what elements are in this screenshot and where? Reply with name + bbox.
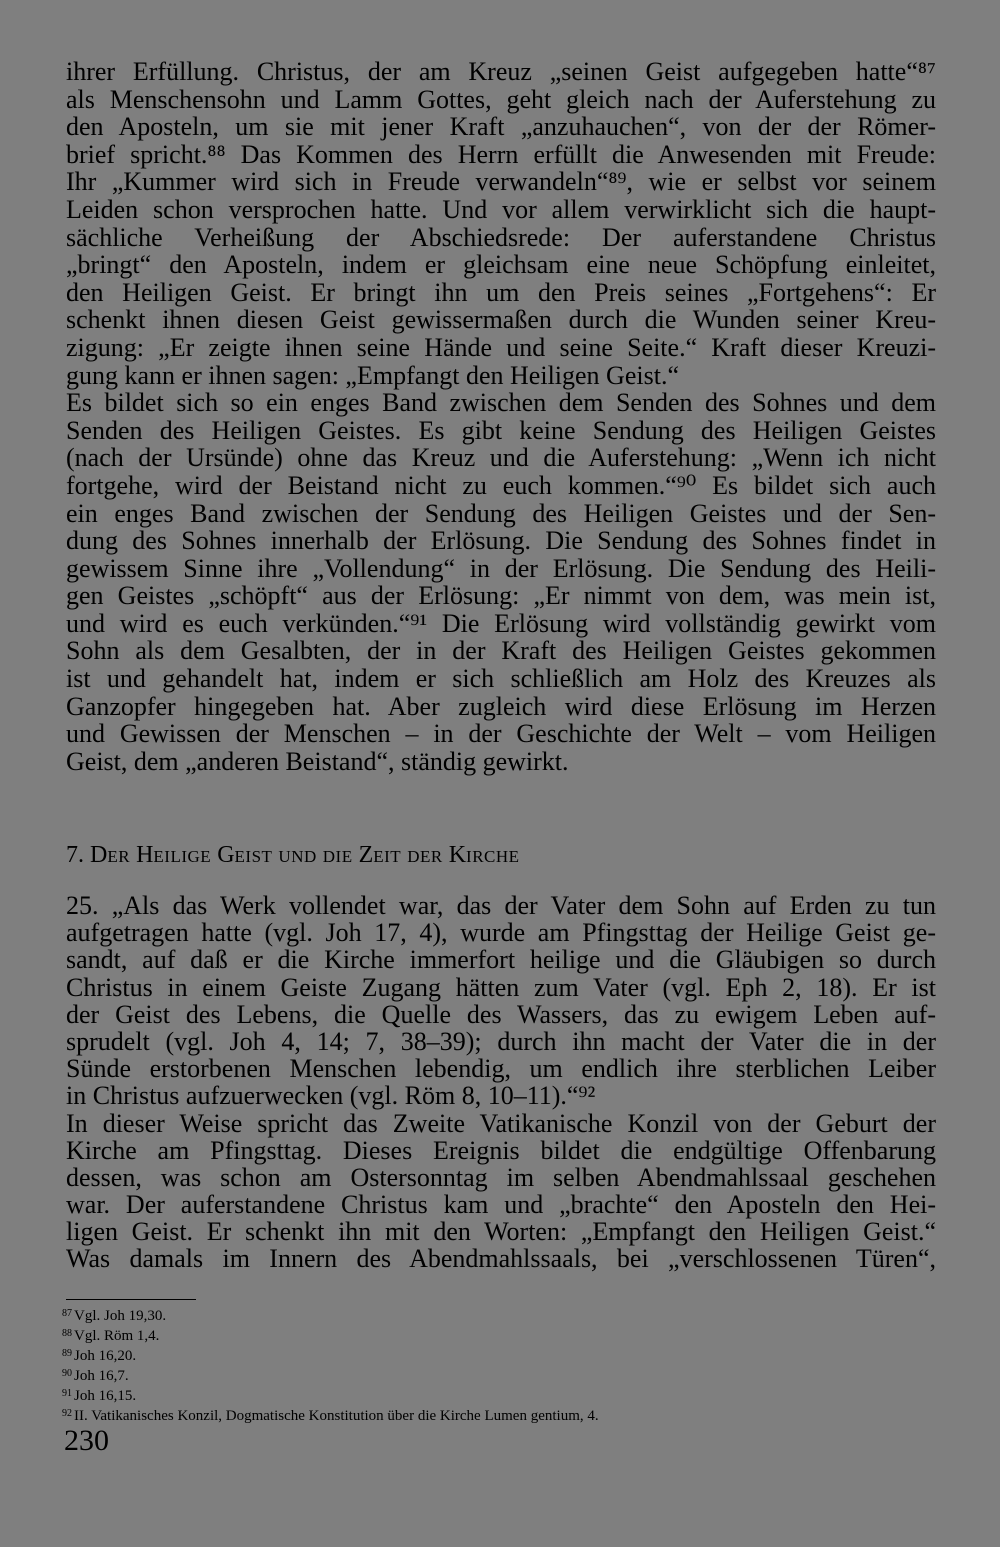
- footnote: [62, 1365, 942, 1385]
- page-number: 230: [64, 1424, 109, 1457]
- section-heading: [66, 840, 936, 872]
- footnote: [62, 1305, 942, 1325]
- text-line: „bringt“ den Aposteln, indem er gleichsam eine neue Schöpfung einleitet,: [66, 250, 936, 280]
- heading-word: KIRCHE: [448, 842, 520, 868]
- heading-word: DER: [407, 847, 443, 866]
- footnote-text: Vgl. Joh 19,30.: [74, 1308, 167, 1324]
- footnote-mark: 88: [62, 1328, 72, 1339]
- text-line: Sünde erstorbenen Menschen lebendig, um endlich ihre sterblichen Leiber: [66, 1054, 936, 1084]
- text-line: den Aposteln, um sie mit jener Kraft „anzuhauchen“, von der der Römer-: [66, 112, 936, 142]
- footnote-text: II. Vatikanisches Konzil, Dogmatische Konstitution über die Kirche Lumen gentium, 4.: [74, 1408, 599, 1424]
- text-line: ligen Geist. Er schenkt ihn mit den Worten: „Empfangt den Heiligen Geist.“: [66, 1217, 936, 1247]
- footnote-mark: 92: [62, 1408, 72, 1419]
- text-line: war. Der auferstandene Christus kam und „brachte“ den Aposteln den Hei-: [66, 1190, 936, 1220]
- footnote-text: Joh 16,20.: [74, 1348, 137, 1364]
- text-line: dung des Sohnes innerhalb der Erlösung. Die Sendung des Sohnes findet in: [66, 526, 936, 556]
- section-number: 7.: [66, 842, 84, 868]
- text-line: sächliche Verheißung der Abschiedsrede: Der auferstandene Christus: [66, 222, 936, 252]
- text-line: schenkt ihnen diesen Geist gewissermaßen durch die Wunden seiner Kreu-: [66, 305, 936, 335]
- heading-word: DER: [90, 842, 131, 868]
- text-line: sprudelt (vgl. Joh 4, 14; 7, 38–39); durch ihn macht der Vater die in der: [66, 1026, 936, 1056]
- footnote-text: Joh 16,7.: [74, 1368, 129, 1384]
- text-line: Sohn als dem Gesalbten, der in der Kraft des Heiligen Geistes gekommen: [66, 636, 936, 666]
- main-text-lower: [66, 892, 936, 1273]
- heading-word: UND: [278, 847, 317, 866]
- text-line: In dieser Weise spricht das Zweite Vatikanische Konzil von der Geburt der: [66, 1108, 936, 1138]
- paragraph-2: [66, 389, 936, 775]
- footnote: [62, 1405, 942, 1425]
- text-line: Ganzopfer hingegeben hat. Aber zugleich wird diese Erlösung im Herzen: [66, 691, 936, 721]
- footnote-divider: [66, 1299, 196, 1300]
- footnote: [62, 1325, 942, 1345]
- text-line: gen Geistes „schöpft“ aus der Erlösung: „Er nimmt von dem, was mein ist,: [66, 581, 936, 611]
- footnote: [62, 1345, 942, 1365]
- main-text-upper: [66, 58, 936, 775]
- text-line: als Menschensohn und Lamm Gottes, geht gleich nach der Auferstehung zu: [66, 84, 936, 114]
- text-line: zigung: „Er zeigte ihnen seine Hände und seine Seite.“ Kraft dieser Kreuzi-: [66, 332, 936, 362]
- paragraph-3: [66, 892, 936, 1110]
- text-line: fortgehe, wird der Beistand nicht zu euch kommen.“⁹⁰ Es bildet sich auch: [66, 470, 936, 500]
- text-line: sandt, auf daß er die Kirche immerfort heilige und die Gläubigen so durch: [66, 945, 936, 975]
- text-line: Was damals im Innern des Abendmahlssaals, bei „verschlossenen Türen“,: [66, 1244, 936, 1274]
- heading-word: GEIST: [217, 842, 273, 868]
- text-line: und Gewissen der Menschen – in der Geschichte der Welt – vom Heiligen: [66, 719, 936, 749]
- heading-word: HEILIGE: [136, 842, 212, 868]
- text-line: aufgetragen hatte (vgl. Joh 17, 4), wurde am Pfingsttag der Heilige Geist ge-: [66, 918, 936, 948]
- text-line: der Geist des Lebens, die Quelle des Wassers, das zu ewigem Leben auf-: [66, 999, 936, 1029]
- text-line: gung kann er ihnen sagen: „Empfangt den Heiligen Geist.“: [66, 360, 679, 390]
- footnote-mark: 90: [62, 1368, 72, 1379]
- text-line: dessen, was schon am Ostersonntag im selben Abendmahlssaal geschehen: [66, 1162, 936, 1192]
- text-line: Es bildet sich so ein enges Band zwischen dem Senden des Sohnes und dem: [66, 388, 936, 418]
- footnotes: [62, 1305, 942, 1425]
- heading-word: ZEIT: [358, 842, 402, 868]
- text-line: 25. „Als das Werk vollendet war, das der Vater dem Sohn auf Erden zu tun: [66, 891, 936, 920]
- paragraph-1: [66, 58, 936, 389]
- text-line: in Christus aufzuerwecken (vgl. Röm 8, 10–11).“⁹²: [66, 1081, 596, 1111]
- text-line: Geist, dem „anderen Beistand“, ständig gewirkt.: [66, 746, 569, 776]
- text-line: ihrer Erfüllung. Christus, der am Kreuz „seinen Geist aufgegeben hatte“⁸⁷: [66, 57, 936, 86]
- footnote-text: Joh 16,15.: [74, 1388, 137, 1404]
- text-line: Kirche am Pfingsttag. Dieses Ereignis bildet die endgültige Offenbarung: [66, 1135, 936, 1165]
- text-line: gewissem Sinne ihre „Vollendung“ in der Erlösung. Die Sendung des Heili-: [66, 553, 936, 583]
- footnote-text: Vgl. Röm 1,4.: [74, 1328, 160, 1344]
- heading-word: DIE: [322, 847, 353, 866]
- text-line: ein enges Band zwischen der Sendung des Heiligen Geistes und der Sen-: [66, 498, 936, 528]
- footnote-mark: 89: [62, 1348, 72, 1359]
- text-line: Leiden schon versprochen hatte. Und vor allem verwirklicht sich die haupt-: [66, 194, 936, 224]
- paragraph-4: [66, 1110, 936, 1273]
- text-line: und wird es euch verkünden.“⁹¹ Die Erlösung wird vollständig gewirkt vom: [66, 608, 936, 638]
- text-line: Christus in einem Geiste Zugang hätten zum Vater (vgl. Eph 2, 18). Er ist: [66, 972, 936, 1002]
- text-line: den Heiligen Geist. Er bringt ihn um den Preis seines „Fortgehens“: Er: [66, 277, 936, 307]
- text-line: Ihr „Kummer wird sich in Freude verwandeln“⁸⁹, wie er selbst vor seinem: [66, 167, 936, 197]
- text-line: (nach der Ursünde) ohne das Kreuz und die Auferstehung: „Wenn ich nicht: [66, 443, 936, 473]
- text-line: ist und gehandelt hat, indem er sich schließlich am Holz des Kreuzes als: [66, 664, 936, 694]
- footnote-mark: 87: [62, 1308, 72, 1319]
- footnote: [62, 1385, 942, 1405]
- text-line: Senden des Heiligen Geistes. Es gibt keine Sendung des Heiligen Geistes: [66, 415, 936, 445]
- footnote-mark: 91: [62, 1388, 72, 1399]
- text-line: brief spricht.⁸⁸ Das Kommen des Herrn erfüllt die Anwesenden mit Freude:: [66, 139, 936, 169]
